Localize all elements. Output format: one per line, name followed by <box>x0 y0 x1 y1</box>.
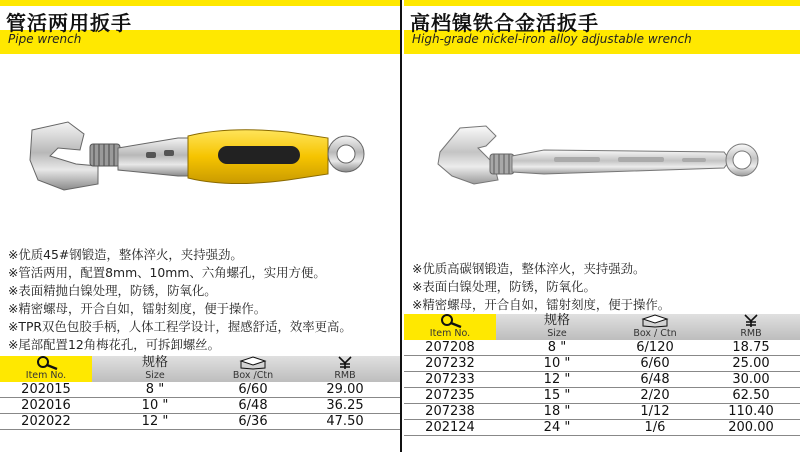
box-icon <box>641 314 669 328</box>
feature-item: ※TPR双色包胶手柄，人体工程学设计，握感舒适，效率更高。 <box>8 319 352 334</box>
box-icon <box>239 356 267 370</box>
adjustable-wrench-image <box>434 118 764 198</box>
box-ctn-value: 6/36 <box>238 414 268 429</box>
spec-table-header <box>0 356 400 382</box>
box-ctn-header: Box / Ctn <box>633 328 677 339</box>
box-ctn-value: 6/60 <box>640 356 670 371</box>
adjustable-wrench-feature-list <box>412 260 670 314</box>
item-number: 207208 <box>425 340 475 355</box>
price-value: 62.50 <box>732 388 770 403</box>
size-value: 8 " <box>145 382 165 397</box>
price-value: 30.00 <box>732 372 770 387</box>
item-no-header: Item No. <box>429 328 471 339</box>
table-row <box>404 372 800 388</box>
box-ctn-value: 6/48 <box>640 372 670 387</box>
price-value: 25.00 <box>732 356 770 371</box>
size-header-en: Size <box>547 328 567 339</box>
size-value: 12 " <box>543 372 571 387</box>
size-value: 12 " <box>141 414 169 429</box>
item-number: 202022 <box>21 414 71 429</box>
item-number: 202015 <box>21 382 71 397</box>
size-value: 8 " <box>547 340 567 355</box>
item-number: 207233 <box>425 372 475 387</box>
feature-item: ※表面精抛白镍处理，防锈，防氧化。 <box>8 283 217 298</box>
box-ctn-value: 1/6 <box>644 420 666 435</box>
feature-item: ※表面白镍处理，防锈，防氧化。 <box>412 279 596 294</box>
item-number: 207238 <box>425 404 475 419</box>
box-ctn-value: 2/20 <box>640 388 670 403</box>
size-header-en: Size <box>145 370 165 381</box>
feature-item: ※精密螺母，开合自如，镭射刻度，便于操作。 <box>8 301 267 316</box>
box-ctn-value: 1/12 <box>640 404 670 419</box>
spec-table-header <box>404 314 800 340</box>
table-row <box>0 398 400 414</box>
item-no-header: Item No. <box>25 370 67 381</box>
price-value: 36.25 <box>326 398 364 413</box>
size-value: 15 " <box>543 388 571 403</box>
table-row <box>404 356 800 372</box>
price-value: 18.75 <box>732 340 770 355</box>
pipe-wrench-image <box>28 108 368 208</box>
size-value: 18 " <box>543 404 571 419</box>
yuan-currency-icon <box>742 314 760 328</box>
feature-item: ※优质45#钢锻造，整体淬火，夹持强劲。 <box>8 247 243 262</box>
item-number: 202124 <box>425 420 475 435</box>
adjustable-wrench-spec-table <box>404 314 800 436</box>
magnifier-icon <box>31 356 61 370</box>
adjustable-wrench-title: 高档镍铁合金活扳手 <box>410 11 599 35</box>
feature-item: ※尾部配置12角梅花孔，可拆卸螺丝。 <box>8 337 221 352</box>
price-value: 29.00 <box>326 382 364 397</box>
box-ctn-value: 6/120 <box>636 340 674 355</box>
table-row <box>404 420 800 436</box>
pipe-wrench-title: 管活两用扳手 <box>6 11 132 35</box>
item-number: 207235 <box>425 388 475 403</box>
pipe-wrench-header <box>0 0 400 54</box>
table-row <box>0 414 400 430</box>
rmb-header: RMB <box>334 370 356 381</box>
feature-item: ※精密螺母，开合自如，镭射刻度，便于操作。 <box>412 297 671 312</box>
size-value: 10 " <box>141 398 169 413</box>
size-value: 24 " <box>543 420 571 435</box>
item-number: 207232 <box>425 356 475 371</box>
pipe-wrench-feature-list <box>8 246 352 354</box>
box-ctn-header: Box /Ctn <box>232 370 274 381</box>
price-value: 110.40 <box>728 404 774 419</box>
rmb-header: RMB <box>740 328 762 339</box>
yuan-currency-icon <box>336 356 354 370</box>
pipe-wrench-subtitle: Pipe wrench <box>8 32 82 46</box>
size-header-zh: 规格 <box>543 313 570 328</box>
adjustable-wrench-panel <box>404 0 800 452</box>
adjustable-wrench-header <box>404 0 800 54</box>
table-row <box>404 404 800 420</box>
table-row <box>404 340 800 356</box>
table-row <box>404 388 800 404</box>
price-value: 47.50 <box>326 414 364 429</box>
size-value: 10 " <box>543 356 571 371</box>
price-value: 200.00 <box>728 420 774 435</box>
adjustable-wrench-subtitle: High-grade nickel-iron alloy adjustable wrench <box>412 32 692 46</box>
size-header-zh: 规格 <box>141 355 168 370</box>
box-ctn-value: 6/48 <box>238 398 268 413</box>
feature-item: ※优质高碳钢锻造，整体淬火，夹持强劲。 <box>412 261 646 276</box>
table-row <box>0 382 400 398</box>
item-number: 202016 <box>21 398 71 413</box>
box-ctn-value: 6/60 <box>238 382 268 397</box>
pipe-wrench-spec-table <box>0 356 400 430</box>
magnifier-icon <box>435 314 465 328</box>
feature-item: ※管活两用，配置8mm、10mm、六角螺孔，实用方便。 <box>8 265 326 280</box>
